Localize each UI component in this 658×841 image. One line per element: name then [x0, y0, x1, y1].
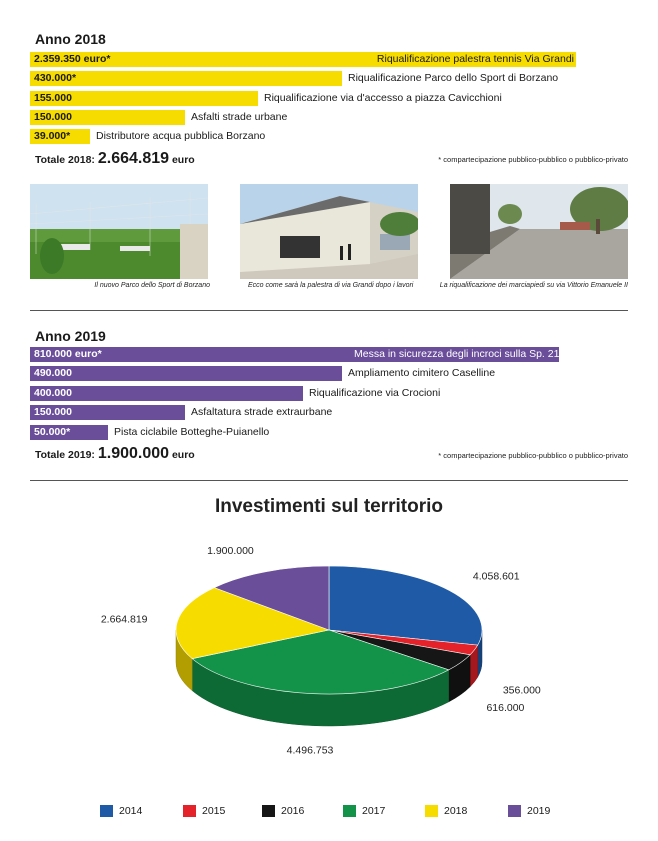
legend-label: 2014 [119, 805, 143, 817]
legend-swatch [425, 805, 438, 817]
bar-label: Asfaltatura strade extraurbane [191, 406, 333, 418]
legend-item-2018 [425, 804, 467, 818]
bar-row-2018 [30, 71, 590, 86]
bar-value: 50.000* [34, 426, 71, 438]
bar-2018-1 [30, 71, 342, 86]
legend-item-2015 [183, 804, 225, 818]
total-unit: euro [171, 449, 195, 461]
bar-label: Distributore acqua pubblica Borzano [96, 130, 266, 142]
bar-label: Riqualificazione Parco dello Sport di Borzano [348, 72, 559, 84]
bar-value: 430.000* [34, 72, 77, 84]
pie-data-label-2015: 356.000 [502, 684, 541, 697]
bar-label: Riqualificazione via Crocioni [309, 387, 441, 399]
legend-swatch [262, 805, 275, 817]
total-label: Totale 2018: [35, 154, 95, 166]
bar-row-2018 [30, 129, 590, 144]
bar-label: Riqualificazione via d'accesso a piazza Cavicchioni [264, 92, 502, 104]
bar-value: 150.000 [34, 111, 72, 123]
bar-label: Riqualificazione palestra tennis Via Grandi [376, 53, 574, 65]
section-2019-title: Anno 2019 [35, 328, 106, 344]
bar-row-2019 [30, 425, 590, 440]
bar-row-2018 [30, 110, 590, 125]
legend-item-2019 [508, 804, 550, 818]
bar-row-2019 [30, 366, 590, 381]
bar-row-2018 [30, 91, 590, 106]
legend-label: 2017 [362, 805, 386, 817]
bar-label: Pista ciclabile Botteghe-Puianello [114, 426, 270, 438]
divider [30, 480, 628, 481]
bar-value: 810.000 euro* [34, 348, 102, 360]
total-2019 [35, 445, 195, 463]
photo-gym-rendering [240, 184, 418, 279]
pie-data-label-2016: 616.000 [486, 701, 525, 714]
photo-sports-park [30, 184, 208, 279]
pie-chart [0, 540, 658, 790]
photo-caption: Ecco come sarà la palestra di via Grandi dopo i lavori [248, 282, 414, 289]
legend-label: 2016 [281, 805, 305, 817]
legend-label: 2015 [202, 805, 226, 817]
pie-data-label-2014: 4.058.601 [472, 570, 520, 583]
bar-label: Asfalti strade urbane [191, 111, 288, 123]
total-value: 2.664.819 [97, 150, 170, 167]
chart-legend [0, 804, 658, 818]
bar-value: 39.000* [34, 130, 71, 142]
legend-swatch [183, 805, 196, 817]
bar-row-2018 [30, 52, 590, 67]
bar-2019-1 [30, 366, 342, 381]
legend-swatch [100, 805, 113, 817]
photo-caption: Il nuovo Parco dello Sport di Borzano [94, 282, 210, 289]
bar-row-2019 [30, 405, 590, 420]
total-2018 [35, 150, 195, 168]
legend-label: 2018 [444, 805, 468, 817]
pie-data-label-2019: 1.900.000 [207, 544, 254, 557]
legend-item-2017 [343, 804, 385, 818]
bar-row-2019 [30, 386, 590, 401]
divider [30, 310, 628, 311]
bar-value: 400.000 [34, 387, 72, 399]
total-unit: euro [171, 154, 195, 166]
legend-swatch [508, 805, 521, 817]
pie-data-label-2017: 4.496.753 [286, 744, 334, 757]
bar-label: Messa in sicurezza degli incroci sulla Sp. 21 [354, 348, 560, 360]
total-value: 1.900.000 [97, 445, 170, 462]
footnote-2019: * compartecipazione pubblico-pubblico o pubblico-privato [438, 451, 628, 460]
bar-value: 490.000 [34, 367, 72, 379]
legend-item-2016 [262, 804, 304, 818]
bar-value: 150.000 [34, 406, 72, 418]
bar-value: 2.359.350 euro* [34, 53, 111, 65]
footnote-2018: * compartecipazione pubblico-pubblico o pubblico-privato [438, 155, 628, 164]
legend-swatch [343, 805, 356, 817]
pie-data-label-2018: 2.664.819 [100, 613, 148, 626]
photo-sidewalk [450, 184, 628, 279]
total-label: Totale 2019: [35, 449, 95, 461]
bar-value: 155.000 [34, 92, 72, 104]
bar-label: Ampliamento cimitero Caselline [348, 367, 496, 379]
legend-item-2014 [100, 804, 142, 818]
chart-title: Investimenti sul territorio [214, 496, 444, 517]
photo-caption: La riqualificazione dei marciapiedi su via Vittorio Emanuele II [439, 282, 628, 289]
section-2018-title: Anno 2018 [35, 31, 106, 47]
legend-label: 2019 [527, 805, 551, 817]
bar-row-2019 [30, 347, 590, 362]
